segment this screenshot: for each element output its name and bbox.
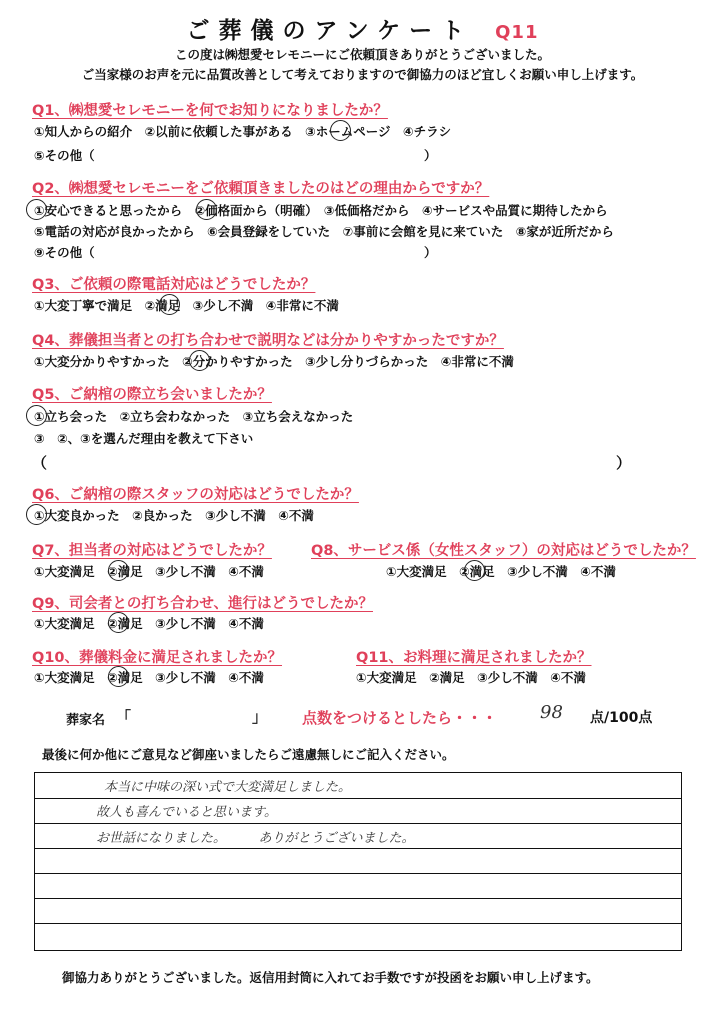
- q3-options: ①大変丁寧で満足 ②満足 ③少し不満 ④非常に不満: [34, 298, 339, 313]
- q5-label: Q5、ご納棺の際立ち会いましたか？: [32, 387, 272, 403]
- q1-answer-circle: [330, 120, 351, 141]
- q8-options: ①大変満足 ②満足 ③少し不満 ④不満: [386, 564, 616, 579]
- comment-prompt: 最後に何か他にご意見など御座いましたらご遠慮無しにご記入ください。: [42, 747, 455, 762]
- q5-options: ①立ち会った ②立ち会わなかった ③立ち会えなかった: [34, 409, 354, 424]
- q3-label: Q3、ご依頼の際電話対応はどうでしたか？: [32, 277, 316, 293]
- q7-options: ①大変満足 ②満足 ③少し不満 ④不満: [34, 564, 264, 579]
- comment-rule: [35, 823, 681, 824]
- footer-note: 御協力ありがとうございました。返信用封筒に入れてお手数ですが投函をお願い申し上げます。: [62, 970, 599, 985]
- q10-label: Q10、葬儀料金に満足されましたか？: [32, 650, 283, 666]
- comment-rule: [35, 848, 681, 849]
- q1-other-open: ⑤その他（: [34, 148, 95, 163]
- q2-answer-circle-2: [196, 199, 217, 220]
- score-unit: 点/100点: [590, 710, 653, 726]
- q7-answer-circle: [108, 560, 129, 581]
- family-name-open: 「: [116, 708, 132, 726]
- q5-answer-circle: [26, 405, 47, 426]
- q11-options: ①大変満足 ②満足 ③少し不満 ④不満: [356, 670, 586, 685]
- q3-answer-circle: [159, 294, 180, 315]
- q8-answer-circle: [464, 560, 485, 581]
- q9-answer-circle: [108, 612, 129, 633]
- q9-options: ①大変満足 ②満足 ③少し不満 ④不満: [34, 616, 264, 631]
- comment-box: [34, 772, 682, 951]
- q2-other-open: ⑨その他（: [34, 245, 95, 260]
- q2-answer-circle-1: [26, 199, 47, 220]
- q2-other-close: ）: [424, 245, 437, 260]
- q11-label: Q11、お料理に満足されましたか？: [356, 650, 592, 666]
- score-label: 点数をつけるとしたら・・・: [302, 709, 498, 727]
- family-name-close: 」: [252, 708, 268, 726]
- q5-reason-close: ）: [616, 454, 632, 472]
- q2-options-1: ①安心できると思ったから ②価格面から（明確） ③低価格だから ④サービスや品質に期待したから: [34, 203, 608, 218]
- q6-label: Q6、ご納棺の際スタッフの対応はどうでしたか？: [32, 487, 359, 503]
- q10-answer-circle: [108, 666, 129, 687]
- comment-line-3: お世話になりました。 ありがとうございました。: [96, 831, 415, 846]
- comment-rule: [35, 873, 681, 874]
- score-value: 98: [540, 702, 563, 723]
- q5-reason-open: （: [32, 454, 48, 472]
- title-suffix: Q11: [495, 22, 539, 43]
- q5-reason-prompt: ③ ②、③を選んだ理由を教えて下さい: [34, 431, 254, 446]
- title-main: ご葬儀のアンケート: [186, 18, 474, 44]
- q1-label: Q1、㈱想愛セレモニーを何でお知りになりましたか？: [32, 103, 388, 119]
- survey-title: [0, 12, 725, 45]
- q4-label: Q4、葬儀担当者との打ち合わせで説明などは分かりやすかったですか？: [32, 333, 504, 349]
- q9-label: Q9、司会者との打ち合わせ、進行はどうでしたか？: [32, 596, 373, 612]
- q7-label: Q7、担当者の対応はどうでしたか？: [32, 543, 272, 559]
- comment-rule: [35, 923, 681, 924]
- intro-line-2: ご当家様のお声を元に品質改善として考えておりますので御協力のほど宜しくお願い申し上げます。: [81, 67, 644, 82]
- q6-options: ①大変良かった ②良かった ③少し不満 ④不満: [34, 508, 314, 523]
- q4-options: ①大変分かりやすかった ②分かりやすかった ③少し分りづらかった ④非常に不満: [34, 354, 514, 369]
- q4-answer-circle: [189, 350, 210, 371]
- q1-other-close: ）: [424, 148, 437, 163]
- q1-options: ①知人からの紹介 ②以前に依頼した事がある ③ホームページ ④チラシ: [34, 124, 452, 139]
- q6-answer-circle: [26, 504, 47, 525]
- comment-line-1: 本当に中味の深い式で大変満足しました。: [104, 780, 352, 795]
- comment-line-2: 故人も喜んでいると思います。: [96, 805, 277, 820]
- intro-line-1: この度は㈱想愛セレモニーにご依頼頂きありがとうございました。: [174, 47, 550, 62]
- q2-label: Q2、㈱想愛セレモニーをご依頼頂きましたのはどの理由からですか？: [32, 181, 490, 197]
- q8-label: Q8、サービス係（女性スタッフ）の対応はどうでしたか？: [311, 543, 696, 559]
- family-name-label: 葬家名: [66, 713, 106, 728]
- q2-options-2: ⑤電話の対応が良かったから ⑥会員登録をしていた ⑦事前に会館を見に来ていた ⑧家が近所だから: [34, 224, 614, 239]
- q10-options: ①大変満足 ②満足 ③少し不満 ④不満: [34, 670, 264, 685]
- comment-rule: [35, 898, 681, 899]
- comment-rule: [35, 798, 681, 799]
